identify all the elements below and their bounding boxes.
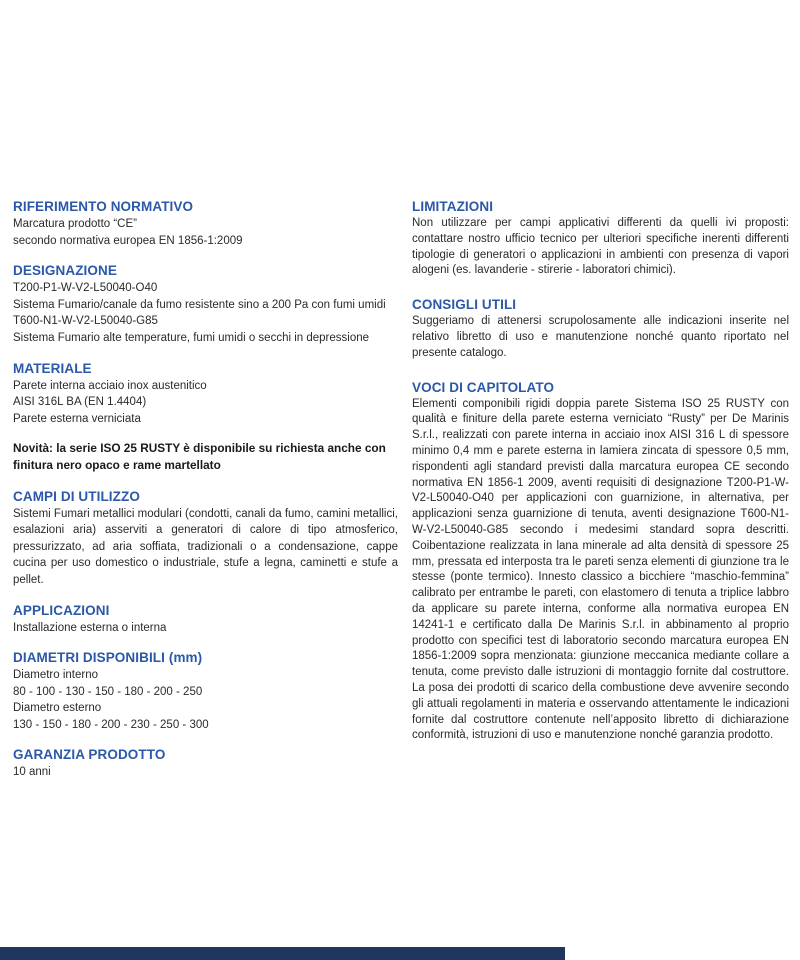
- text-line: 10 anni: [13, 766, 51, 779]
- section-heading: CONSIGLI UTILI: [412, 297, 517, 313]
- section-campi-di-utilizzo: [13, 488, 398, 589]
- section-voci-di-capitolato: [412, 379, 789, 745]
- section-paragraph: Elementi componibili rigidi doppia parete Sistema ISO 25 RUSTY con qualità e finiture della parete esterna verniciato “Rusty” per De Marinis S.r.l., realizzati con parete interna in acciaio inox AISI 316 L di spessore minimo 0,4 mm e parete esterna in lamiera zincata di spessore 0,5 mm, rispondenti agli standard previsti dalla marcatura europea CE secondo normativa EN 1856-1 2009, aventi requisiti di designazione T200-P1-W-V2-L50040-O40 per applicazioni con guarnizione, in alternativa, per applicazioni senza guarnizione di tenuta, aventi designazione T600-N1-W-V2-L50040-G85 secondo i medesimi standard sopra descritti. Coibentazione realizzata in lana minerale ad alta densità di spessore 25 mm, pressata ed interposta tra le pareti senza elementi di giunzione tra le stesse (ponte termico). Innesto classico a bicchiere “maschio-femmina” calibrato per entrambe le pareti, con elastomero di tenuta a triplice labbro da applicare su parete interna, conforme alla normativa europea EN 14241-1 e certificato dalla De Marinis S.r.l. in abbinamento al proprio prodotto con specifici test di laboratorio secondo marcatura europea EN 1856-1:2009 sopra menzionata: giunzione meccanica mediante collare a tenuta, come previsto dalle istruzioni di montaggio fornite dal costruttore. La posa dei prodotti di scarico della combustione deve avvenire secondo gli attuali regolamenti in materia e osservando attentamente le indicazioni fornite dal costruttore contenute nell’apposito libretto di dichiarazione conformità, istruzioni di uso e manutenzione nonché garanzia prodotto.: [412, 397, 789, 742]
- section-heading: LIMITAZIONI: [412, 199, 494, 214]
- text-line: Installazione esterna o interna: [13, 621, 167, 634]
- section-garanzia-prodotto: [13, 746, 398, 781]
- section-heading: RIFERIMENTO NORMATIVO: [13, 199, 194, 214]
- section-heading: VOCI DI CAPITOLATO: [412, 379, 555, 395]
- section-heading: APPLICAZIONI: [13, 602, 110, 618]
- section-heading: DIAMETRI DISPONIBILI (mm): [13, 650, 203, 666]
- right-column: [412, 198, 789, 761]
- text-line: Sistema Fumario/canale da fumo resistente sino a 200 Pa con fumi umidi: [13, 298, 386, 311]
- text-line: Marcatura prodotto “CE”: [13, 218, 137, 230]
- section-diametri-disponibili: [13, 649, 398, 733]
- text-line: secondo normativa europea EN 1856-1:2009: [13, 234, 243, 247]
- text-line: T600-N1-W-V2-L50040-G85: [13, 315, 158, 328]
- section-applicazioni: [13, 602, 398, 637]
- text-line: AISI 316L BA (EN 1.4404): [13, 396, 147, 409]
- section-paragraph: Non utilizzare per campi applicativi differenti da quelli ivi proposti: contattare nostro ufficio tecnico per ulteriori specifiche inerenti differenti tipologie di generatori o applicazioni in ambienti con presenza di vapori alogeni (es. lavanderie - stirerie - laboratori chimici).: [412, 217, 789, 277]
- section-riferimento-normativo: [13, 198, 398, 249]
- section-paragraph: Suggeriamo di attenersi scrupolosamente alle indicazioni inserite nel relativo libretto di uso e manutenzione nonché quanto riportato nel presente catalogo.: [412, 315, 789, 359]
- section-consigli-utili: [412, 296, 789, 361]
- left-column: [13, 198, 398, 794]
- section-heading: CAMPI DI UTILIZZO: [13, 488, 140, 504]
- section-heading: GARANZIA PRODOTTO: [13, 747, 166, 763]
- section-limitazioni: [412, 198, 789, 279]
- text-line: Parete esterna verniciata: [13, 412, 141, 425]
- section-paragraph: Sistemi Fumari metallici modulari (condotti, canali da fumo, camini metallici, esalazioni aria) asserviti a generatori di calore di tipo atmosferico, pressurizzato, ad aria soffiata, tradizionali o a condensazione, cappe cucina per uso domestico o industriale, stufe a legna, caminetti e stufe a pellet.: [13, 507, 398, 586]
- text-line: Diametro interno: [13, 669, 99, 682]
- novita-notice: Novità: la serie ISO 25 RUSTY è disponibile su richiesta anche con finitura nero opaco e rame martellato: [13, 441, 386, 472]
- text-line: Diametro esterno: [13, 702, 102, 715]
- footer-accent-bar: [0, 947, 565, 960]
- section-heading: MATERIALE: [13, 360, 92, 376]
- section-heading: DESIGNAZIONE: [13, 263, 117, 279]
- section-materiale: [13, 360, 398, 428]
- text-line: Parete interna acciaio inox austenitico: [13, 379, 207, 392]
- text-line: Sistema Fumario alte temperature, fumi umidi o secchi in depressione: [13, 331, 370, 344]
- text-line: 130 - 150 - 180 - 200 - 230 - 250 - 300: [13, 718, 209, 731]
- text-line: T200-P1-W-V2-L50040-O40: [13, 282, 158, 295]
- section-designazione: [13, 262, 398, 346]
- text-line: 80 - 100 - 130 - 150 - 180 - 200 - 250: [13, 685, 203, 698]
